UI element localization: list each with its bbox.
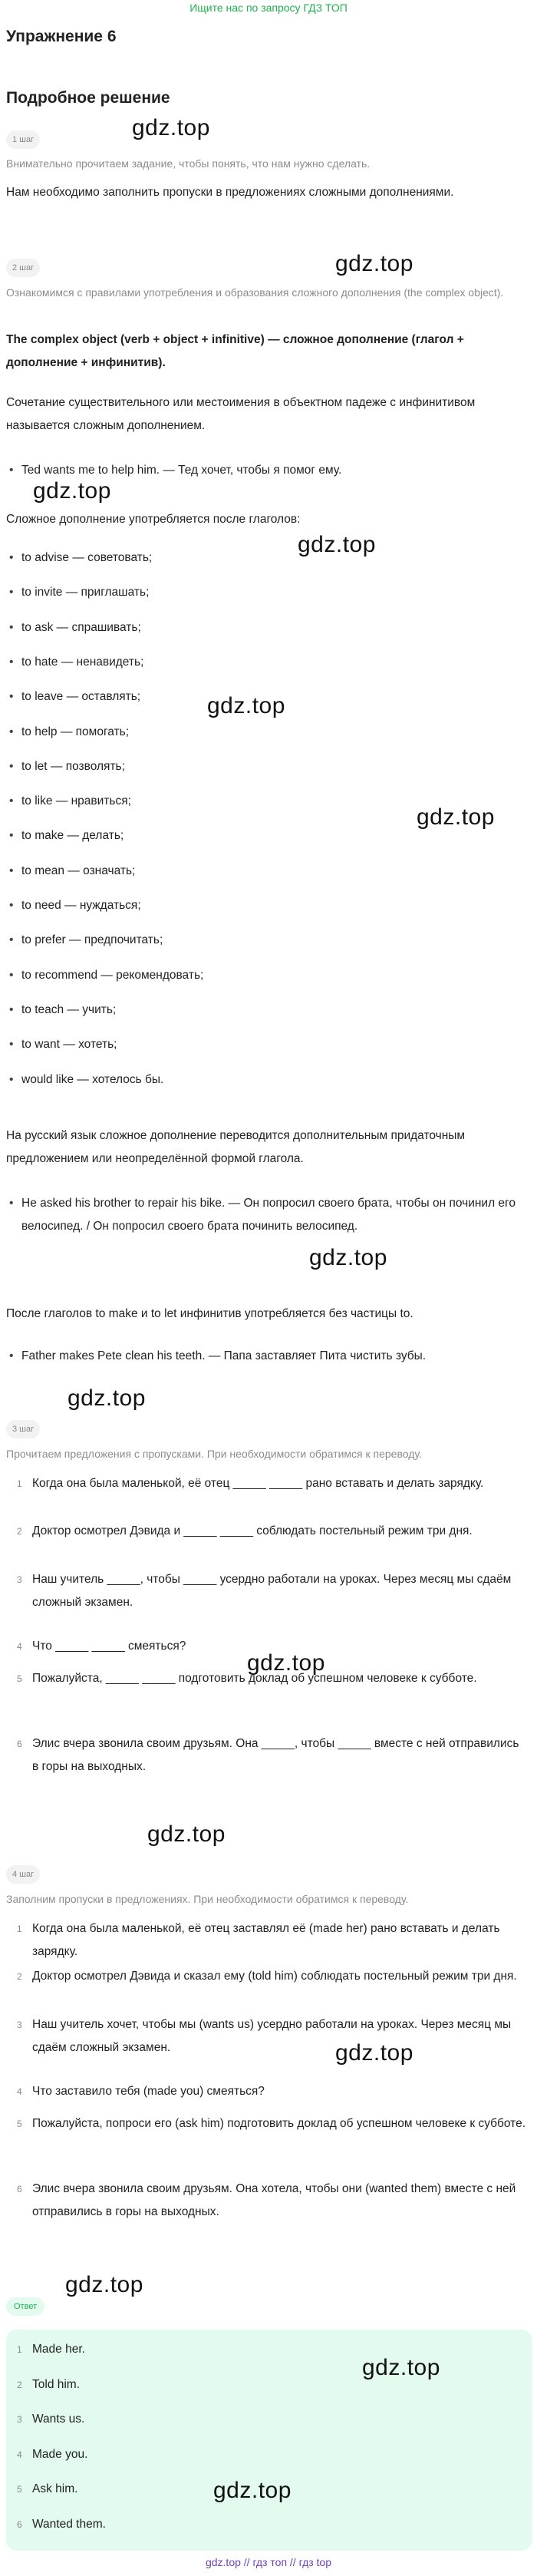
item-text: Доктор осмотрел Дэвида и сказал ему (told him) соблюдать постельный режим три дня. [32,1970,517,1983]
verb-list-item: • to mean — означать; [21,860,528,883]
item-number: 1 [17,2344,22,2355]
example-father: • Father makes Pete clean his teeth. — Папа заставляет Пита чистить зубы. [21,1345,528,1368]
watermark: gdz.top [309,1245,387,1270]
verbs-intro: Сложное дополнение употребляется после глаголов: [6,513,301,526]
item-number: 1 [17,1478,22,1489]
watermark: gdz.top [335,251,413,276]
item-text: Пожалуйста, попроси его (ask him) подготовить доклад об успешном человеке к субботе. [32,2117,526,2130]
item-text: Ask him. [32,2482,78,2495]
answer-sentence [17,2178,528,2224]
item-text: Made you. [32,2447,88,2461]
item-number: 2 [17,1971,22,1982]
step-2-note: Ознакомимся с правилами употребления и образования сложного дополнения (the complex object). [6,286,504,299]
watermark: gdz.top [417,804,495,830]
answer-item [17,2513,528,2536]
answer-item [17,2338,528,2361]
item-number: 3 [17,2020,22,2030]
item-text: Наш учитель хочет, чтобы мы (wants us) усердно работали на уроках. Через месяц мы сдаём сложный экзамен. [32,2018,512,2054]
watermark: gdz.top [68,1385,146,1411]
item-number: 6 [17,2518,22,2530]
item-number: 4 [17,2086,22,2097]
item-number: 6 [17,1739,22,1749]
step-1-note: Внимательно прочитаем задание, чтобы понять, что нам нужно сделать. [6,157,371,170]
footer-links[interactable]: gdz.top // гдз топ // гдз top [205,2556,332,2568]
answer-sentence [17,1965,528,1988]
step-1-text: Нам необходимо заполнить пропуски в предложениях сложными дополнениями. [6,186,454,199]
item-text: Пожалуйста, _____ _____ подготовить доклад об успешном человеке к субботе. [32,1672,477,1685]
item-text: Что _____ _____ смеяться? [32,1640,186,1653]
item-text: Элис вчера звонила своим друзьям. Она хотела, чтобы они (wanted them) вместе с ней отправились в горы на выходных. [32,2182,516,2218]
translation-rule: На русский язык сложное дополнение переводится дополнительным придаточным предложением или неопределённой формой глагола. [6,1129,466,1165]
verb-list-item: • to leave — оставлять; [21,685,528,708]
watermark: gdz.top [362,2355,440,2380]
watermark: gdz.top [65,2272,143,2297]
step-2-chip: 2 шаг [6,259,40,277]
answer-item [17,2443,528,2466]
step-3-note: Прочитаем предложения с пропусками. При необходимости обратимся к переводу. [6,1448,422,1460]
item-number: 2 [17,2379,22,2390]
item-text: Что заставило тебя (made you) смеяться? [32,2085,265,2098]
answer-chip: Ответ [6,2297,44,2316]
item-text: Элис вчера звонила своим друзьям. Она _____, чтобы _____ вместе с ней отправились в горы на выходных. [32,1737,519,1773]
watermark: gdz.top [335,2040,413,2066]
watermark: gdz.top [213,2478,292,2503]
watermark: gdz.top [247,1650,325,1676]
watermark: gdz.top [207,693,285,718]
verb-list-item: • to like — нравиться; [21,790,528,813]
exercise-item [17,1520,528,1543]
watermark: gdz.top [33,478,111,504]
answer-item [17,2373,528,2396]
watermark: gdz.top [298,532,376,557]
watermark: gdz.top [132,115,210,140]
verb-list-item: • to advise — советовать; [21,547,528,570]
watermark: gdz.top [147,1821,226,1847]
answer-sentence [17,2112,528,2135]
solution-title: Подробное решение [6,89,170,107]
verb-list-item: • to help — помогать; [21,721,528,744]
item-text: Когда она была маленькой, её отец заставлял её (made her) рано вставать и делать зарядку. [32,1922,500,1958]
search-banner[interactable]: Ищите нас по запросу ГДЗ ТОП [189,2,348,14]
verb-list-item: • to need — нуждаться; [21,894,528,917]
item-number: 3 [17,2414,22,2425]
exercise-item [17,1732,528,1778]
answer-sentence [17,1917,528,1963]
item-number: 3 [17,1574,22,1585]
verb-list-item: • to make — делать; [21,824,528,847]
step-3-chip: 3 шаг [6,1420,40,1438]
example-brother: • He asked his brother to repair his bike. — Он попросил своего брата, чтобы он починил его велосипед. / Он попросил своего брата починить велосипед. [21,1192,528,1238]
item-number: 1 [17,1924,22,1934]
verb-list-item: • to let — позволять; [21,755,528,778]
verb-list-item: • to teach — учить; [21,999,528,1022]
step-4-chip: 4 шаг [6,1865,40,1884]
answer-item [17,2408,528,2431]
example-ted: • Ted wants me to help him. — Тед хочет, чтобы я помог ему. [21,459,528,482]
item-number: 5 [17,2119,22,2129]
complex-object-definition: Сочетание существительного или местоимения в объектном падеже с инфинитивом называется сложным дополнением. [6,396,476,432]
verb-list-item: • to want — хотеть; [21,1033,528,1056]
item-number: 2 [17,1526,22,1537]
verb-list-item: • to prefer — предпочитать; [21,929,528,952]
item-text: Wants us. [32,2413,85,2426]
item-text: Доктор осмотрел Дэвида и _____ _____ соблюдать постельный режим три дня. [32,1524,473,1537]
item-text: Told him. [32,2377,81,2391]
complex-object-rule: The complex object (verb + object + infinitive) — сложное дополнение (глагол + дополнение + инфинитив). [6,333,464,369]
verb-list-item: • to invite — приглашать; [21,581,528,604]
exercise-item [17,1568,528,1614]
exercise-item [17,1472,528,1495]
item-number: 5 [17,2484,22,2495]
item-number: 5 [17,1673,22,1684]
verb-list-item: • would like — хотелось бы. [21,1068,528,1091]
step-4-note: Заполним пропуски в предложениях. При необходимости обратимся к переводу. [6,1893,409,1905]
answer-sentence [17,2013,528,2059]
verb-list-item: • to recommend — рекомендовать; [21,964,528,987]
item-number: 4 [17,2449,22,2460]
item-text: Когда она была маленькой, её отец _____ _____ рано вставать и делать зарядку. [32,1477,484,1490]
item-text: Наш учитель _____, чтобы _____ усердно работали на уроках. Через месяц мы сдаём сложный экзамен. [32,1573,512,1609]
verb-list-item: • to ask — спрашивать; [21,616,528,639]
item-number: 4 [17,1641,22,1652]
no-to-rule: После глаголов to make и to let инфинитив употребляется без частицы to. [6,1307,413,1320]
item-text: Made her. [32,2343,85,2356]
step-1-chip: 1 шаг [6,130,40,149]
item-number: 6 [17,2184,22,2195]
answer-sentence [17,2080,528,2103]
item-text: Wanted them. [32,2517,106,2531]
page-title: Упражнение 6 [6,28,117,45]
verb-list-item: • to hate — ненавидеть; [21,651,528,674]
